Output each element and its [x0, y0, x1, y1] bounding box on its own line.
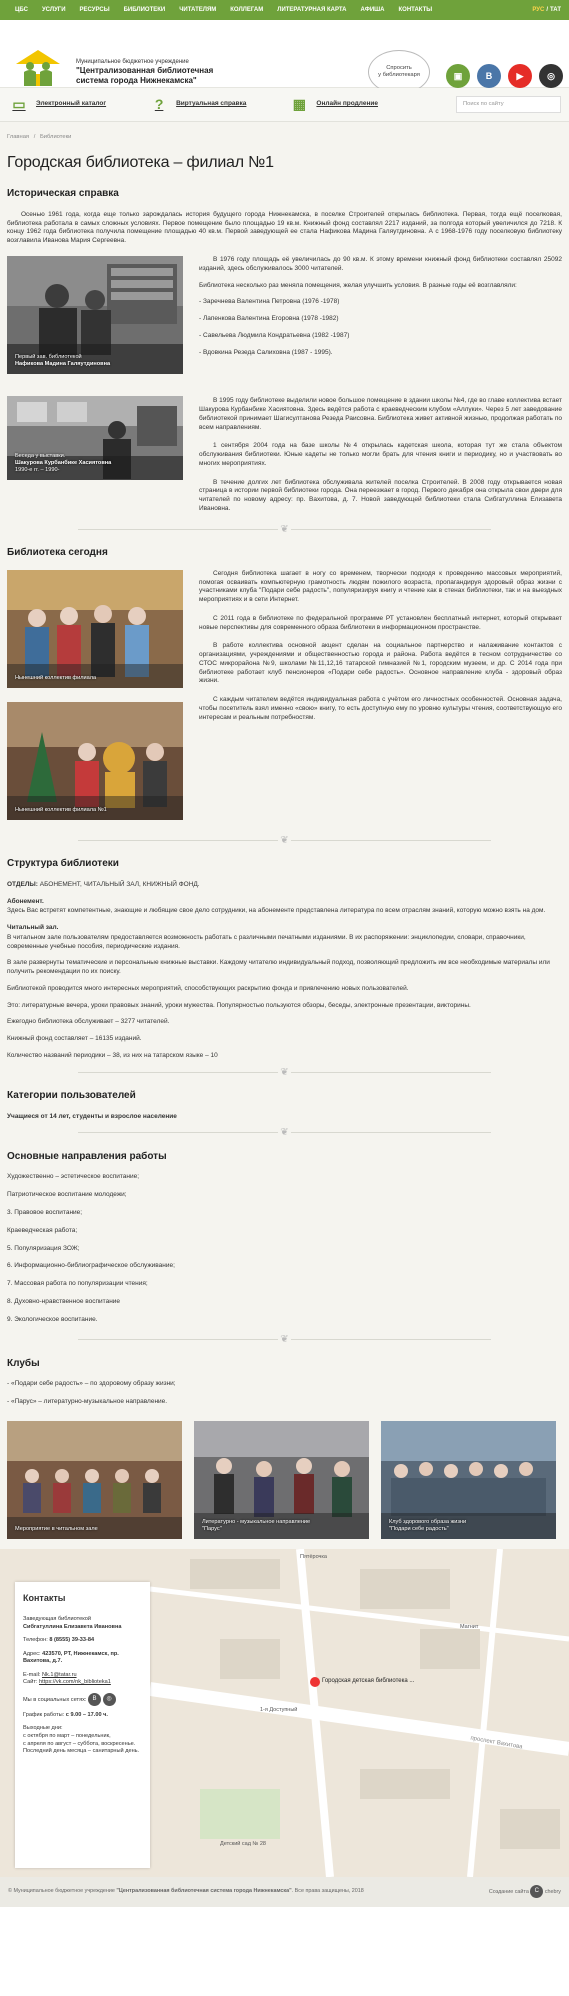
phone-label: Телефон:	[23, 1637, 48, 1644]
today-photo-1-caption: Нынешний коллектив филиала	[15, 674, 97, 681]
days-off-line2: с апреля по август – суббота, воскресенье.	[23, 1740, 136, 1747]
ask-line1: Спросить	[386, 65, 412, 71]
top-nav-item[interactable]: РЕСУРСЫ	[79, 6, 110, 13]
heads-list	[199, 298, 562, 357]
top-nav-item[interactable]: УСЛУГИ	[41, 6, 66, 13]
top-navigation	[0, 0, 569, 20]
contacts-phone	[23, 1637, 142, 1645]
clubs-list	[7, 1380, 562, 1407]
direction-item: 9. Экологическое воспитание.	[7, 1315, 98, 1323]
catalog-label: Электронный каталог	[36, 100, 107, 108]
section-divider: ❦	[7, 523, 562, 537]
club-item: - «Парус» – литературно-музыкальное направление.	[7, 1398, 168, 1406]
hours-value: с 9.00 – 17.00 ч.	[65, 1711, 108, 1718]
org-name	[76, 58, 276, 86]
lang-separator: /	[546, 6, 548, 13]
made-label: Создание сайта	[488, 1889, 529, 1896]
club-3-caption-line1: Клуб здорового образа жизни	[389, 1518, 467, 1525]
social-label: Мы в социальных сетях:	[23, 1696, 87, 1703]
footer-copyright	[8, 1888, 364, 1895]
history-2004: 1 сентября 2004 года на базе школы №4 открылась кадетская школа, которая тут же стала объектом обслуживания библиотеки. Юные кадеты не только могли брать для чтения книги и периодику, но и участвовать во многих мероприятиях.	[199, 442, 562, 467]
breadcrumb-current[interactable]: Библиотеки	[39, 134, 72, 140]
catalog-link[interactable]	[8, 94, 106, 116]
email-link[interactable]: Nk.1@tatar.ru	[41, 1671, 77, 1678]
monitor-icon: ▭	[12, 96, 26, 113]
history-photo-1-caption	[15, 354, 110, 368]
breadcrumb-home[interactable]: Главная	[7, 134, 30, 140]
today-heading: Библиотека сегодня	[7, 547, 108, 559]
club-photo-1-caption: Мероприятие в читальном зале	[15, 1525, 98, 1532]
structure-heading: Структура библиотеки	[7, 858, 119, 870]
direction-item: 3. Правовое воспитание;	[7, 1209, 83, 1216]
periodicals-count: Количество названий периодики – 38, из них на татарском языке – 10	[7, 1051, 218, 1059]
club-photo-3	[381, 1421, 556, 1539]
direction-item: 5. Популяризация ЗОЖ;	[7, 1244, 80, 1252]
head-list-item: - Вдовкина Резеда Салиховна (1987 - 1995).	[199, 348, 333, 356]
departments-label: ОТДЕЛЫ:	[7, 880, 38, 888]
top-nav-item[interactable]: АФИША	[360, 6, 385, 13]
direction-item: Краеведческая работа;	[7, 1226, 78, 1234]
top-nav-item[interactable]: КОЛЛЕГАМ	[230, 6, 264, 13]
direction-item: 6. Информационно-библиографическое обслуживание;	[7, 1262, 175, 1270]
caption-2-line2: Шакурова Курбанбике Хасиятовна	[15, 460, 112, 466]
ask-line2: у библиотекаря	[378, 71, 420, 78]
directions-heading: Основные направления работы	[7, 1150, 167, 1162]
direction-item: Художественно – эстетическое воспитание;	[7, 1173, 140, 1181]
org-title-line1: "Централизованная библиотечная	[76, 66, 214, 76]
club-photo-2-caption	[202, 1519, 310, 1533]
copyright-suffix: . Все права защищены, 2018	[291, 1888, 364, 1895]
map-label-4: Детский сад № 28	[220, 1840, 266, 1847]
today-text	[199, 570, 562, 830]
head-list-item: - Лапенкова Валентина Егоровна (1978 -1982)	[199, 315, 339, 323]
head-list-item: - Заречнева Валентина Петровна (1976 -1978)	[199, 298, 340, 306]
breadcrumb	[7, 134, 562, 142]
head-name: Сибгатуллина Елизавета Ивановна	[23, 1623, 122, 1630]
categories-text: Учащиеся от 14 лет, студенты и взрослое население	[7, 1112, 177, 1120]
contacts-head	[23, 1616, 142, 1631]
today-p2: С 2011 года в библиотеке по федеральной программе РТ установлен бесплатный интернет, который открывает новые перспективы для современного образа библиотеки в информационном пространстве.	[199, 614, 562, 631]
fund-size: Книжный фонд составляет – 16135 изданий.	[7, 1035, 142, 1043]
top-nav-item[interactable]: ЛИТЕРАТУРНАЯ КАРТА	[277, 6, 347, 13]
contacts-social	[23, 1693, 142, 1706]
history-2008: В течение долгих лет библиотека обслуживала жителей поселка Строителей. В 2008 году открывается новая страница в истории первой библиотеки города. Она переезжает в город. Первого декабря она открыла свои двери для читателей по новому адресу: пр. Вахитова, д. 7. Новой заведующей библиотеки стала Сибгатуллина Елизавета Ивановна.	[199, 478, 562, 512]
history-intro: Осенью 1961 года, когда еще только зарождалась история будущего города Нижнекамска, в поселке Строителей открылась библиотека. Первая, тогда ещё поселковая, библиотека работала в самых сложных условиях. Первое помещение было площадью 19 кв.м. Книжный фонд составлял 2217 изданий, за полгода который увеличился до 7218. К концу 1962 года библиотека получила помещение площадью 40 кв.м. Первой заведующей ее стала Нафикова Мадина Галяутдиновна. А с 1968-1976 году поселковую библиотеку возглавила Иванова Мария Сергеевна.	[7, 210, 562, 245]
section-divider-3: ❦	[7, 1066, 562, 1080]
today-photos	[7, 570, 183, 830]
caption-2-line1: Беседа у выставки.	[15, 453, 66, 460]
abonement-title: Абонемент.	[7, 897, 44, 905]
caption-1-line2: Нафикова Мадина Галяутдиновна	[15, 360, 111, 367]
reading-hall-text: В читальном зале пользователям предоставляется возможность работать с различными печатными изданиями. В их распоряжении: энциклопедии, словари, справочники, современные учебные пособия, периодические издания.	[7, 933, 526, 950]
main-content	[0, 122, 569, 1549]
contacts-map-section	[0, 1549, 569, 1877]
departments-list: АБОНЕМЕНТ, ЧИТАЛЬНЫЙ ЗАЛ, КНИЖНЫЙ ФОНД.	[39, 880, 200, 888]
departments	[7, 881, 562, 890]
today-p1: Сегодня библиотека шагает в ногу со временем, творчески подходя к проведению массовых мероприятий, помогая осваивать компьютерную грамотность людям пожилого возраста, пропагандируя здоровый образ жизни с участниками клуба "Подари себе радость", популяризируя книгу и чтение как в стенах библиотеки, так и на выездных мероприятиях и в сети Интернет.	[199, 569, 562, 604]
history-photo-1	[7, 256, 183, 374]
hours-label: График работы:	[23, 1711, 65, 1718]
contacts-hours	[23, 1712, 142, 1720]
caption-2-line3: 1990-е гг. – 1990-	[15, 466, 60, 473]
events-text: Библиотекой проводится много интересных мероприятий, способствующих раскрытию фонда и привлечению новых пользователей.	[7, 984, 409, 992]
clubs-photos	[7, 1421, 562, 1539]
phone-value[interactable]: 8 (8555) 39-33-84	[49, 1637, 95, 1644]
search-input[interactable]: Поиск по сайту	[456, 96, 561, 113]
org-title-line2: система города Нижнекамска"	[76, 76, 197, 86]
youtube-icon[interactable]: ▶	[508, 64, 532, 88]
club-photo-1	[7, 1421, 182, 1539]
chebry-logo-icon: C	[530, 1885, 543, 1898]
site-link[interactable]: https://vk.com/nk_biblioteka1	[39, 1679, 111, 1686]
club-item: - «Подари себе радость» – по здоровому образу жизни;	[7, 1380, 176, 1388]
abonement-text: Здесь Вас встретят компетентные, знающие и любящие свое дело сотрудники, на абонементе представлена литература по всем отраслям знаний, которую можно взять на дом.	[7, 907, 546, 915]
instagram-icon[interactable]: ◎	[539, 64, 563, 88]
map-label-1: Пятёрочка	[300, 1553, 327, 1560]
club-3-caption-line2: "Подари себе радость"	[389, 1525, 449, 1532]
instagram-like-icon[interactable]: ▣	[446, 64, 470, 88]
copyright-org: "Централизованная библиотечная система города Нижнекамска"	[116, 1888, 292, 1895]
history-1976: В 1976 году площадь её увеличилась до 90 кв.м. К этому времени книжный фонд библиотеки составлял 25092 изданий, здесь обслуживалось 3000 читателей.	[199, 255, 562, 272]
lang-ru-link[interactable]: РУС	[532, 6, 545, 13]
top-nav-item[interactable]: ЧИТАТЕЛЯМ	[179, 6, 217, 13]
today-photo-2-caption: Нынешний коллектив филиала №1	[15, 806, 107, 813]
footer-dev[interactable]	[489, 1885, 561, 1898]
org-type: Муниципальное бюджетное учреждение	[76, 59, 189, 65]
social-links	[446, 64, 563, 88]
contacts-heading: Контакты	[23, 1592, 66, 1603]
contacts-card	[15, 1582, 150, 1868]
days-off-title: Выходные дни:	[23, 1725, 63, 1732]
club-2-caption-line2: "Парус"	[202, 1525, 222, 1532]
today-photo-2	[7, 702, 183, 820]
map-place-label: Городская детская библиотека ...	[322, 1677, 415, 1684]
map-street-label: проспект Вахитова	[469, 1735, 523, 1751]
history-heading: Историческая справка	[7, 188, 119, 200]
today-photo-1	[7, 570, 183, 688]
renew-label: Онлайн продление	[316, 100, 378, 108]
vk-icon[interactable]: В	[88, 1693, 101, 1706]
days-off-line1: с октября по март – понедельник,	[23, 1732, 111, 1739]
direction-item: 7. Массовая работа по популяризации чтения;	[7, 1280, 148, 1288]
today-p4: С каждым читателем ведётся индивидуальная работа с учётом его личностных особенностей. Основная задача, чтобы посетитель взял именно «свою» книгу, то есть доступную ему по уровню культуры чтения, соответствующую его интересам и реальным потребностям.	[199, 696, 562, 721]
address-label: Адрес:	[23, 1650, 41, 1657]
map-label-2: Магнит	[460, 1623, 479, 1630]
top-nav-item[interactable]: ЦБС	[15, 6, 28, 13]
contacts-days-off	[23, 1725, 142, 1755]
services-bar	[0, 88, 569, 122]
question-icon: ?	[154, 96, 164, 113]
days-off-line3: Последний день месяца – санитарный день.	[23, 1748, 140, 1755]
top-nav-item[interactable]: КОНТАКТЫ	[398, 6, 433, 13]
caption-1-line1: Первый зав. библиотекой	[15, 354, 82, 360]
categories-heading: Категории пользователей	[7, 1090, 136, 1102]
map-label-3: 1-я Доступный	[260, 1706, 298, 1713]
club-photo-2	[194, 1421, 369, 1539]
breadcrumb-separator: /	[33, 134, 36, 140]
virtual-label: Виртуальная справка	[176, 100, 247, 108]
site-header	[0, 20, 569, 88]
vk-icon[interactable]: В	[477, 64, 501, 88]
copyright-prefix: © Муниципальное бюджетное учреждение	[8, 1888, 115, 1895]
head-list-item: - Савельева Людмила Кондратьевна (1982 -1987)	[199, 331, 350, 339]
calendar-icon: ▦	[292, 96, 307, 113]
instagram-icon[interactable]: ◎	[103, 1693, 116, 1706]
history-photos	[7, 256, 183, 519]
dev-brand: chebry	[544, 1889, 561, 1896]
email-label: E-mail:	[23, 1671, 41, 1678]
top-nav-items	[8, 6, 439, 14]
history-1995: В 1995 году библиотеке выделили новое большое помещение в здании школы №4, где во главе коллектива встает Шакурова Курбанбике Хасиятовна. Здесь ведётся работа с краеведческим клубом «Аллуки». Через 5 лет заведование библиотекой принимает Шагисултанова Резеда Раисовна. Библиотека живет активной жизнью, продолжая работать по всем направлениям.	[199, 397, 562, 431]
online-renew-link[interactable]	[288, 94, 378, 116]
direction-item: Патриотическое воспитание молодежи;	[7, 1191, 127, 1199]
forms-text: Это: литературные вечера, уроки правовых знаний, уроки мужества. Популярностью пользуются обзоры, беседы, электронные презентации, викторины.	[7, 1001, 471, 1009]
top-nav-item[interactable]: БИБЛИОТЕКИ	[123, 6, 166, 13]
section-divider-4: ❦	[7, 1126, 562, 1140]
history-photo-2-caption	[15, 453, 111, 474]
directions-list	[7, 1173, 562, 1324]
logo[interactable]	[8, 48, 68, 88]
head-label: Заведующая библиотекой	[23, 1616, 91, 1623]
site-label: Сайт:	[23, 1679, 38, 1686]
page-title: Городская библиотека – филиал №1	[7, 153, 274, 171]
club-photo-3-caption	[389, 1519, 466, 1533]
club-2-caption-line1: Литературно - музыкальное направление	[202, 1518, 311, 1525]
virtual-help-link[interactable]	[148, 94, 246, 116]
direction-item: 8. Духовно-нравственное воспитание	[7, 1297, 121, 1305]
reading-hall-title: Читальный зал.	[7, 924, 59, 932]
clubs-heading: Клубы	[7, 1357, 40, 1369]
language-switch	[532, 6, 561, 14]
site-footer	[0, 1877, 569, 1907]
address-value: 423570, РТ, Нижнекамск, пр. Вахитова, д.7.	[23, 1650, 119, 1665]
exhibitions-text: В зале развернуты тематические и персональные книжные выставки. Каждому читателю индивидуальный подход, позволяющий предложить им все необходимые материалы или получить рекомендации по их поиску.	[7, 959, 550, 976]
section-divider-2: ❦	[7, 834, 562, 848]
section-divider-5: ❦	[7, 1333, 562, 1347]
history-text	[199, 256, 562, 519]
history-heads-intro: Библиотека несколько раз меняла помещения, желая улучшить условия. В разные годы её возглавляли:	[199, 281, 517, 289]
contacts-address	[23, 1651, 142, 1666]
readers-count: Ежегодно библиотека обслуживает – 3277 читателей.	[7, 1018, 170, 1026]
contacts-email	[23, 1672, 142, 1687]
lang-tat-link[interactable]: ТАТ	[550, 6, 561, 13]
history-photo-2	[7, 396, 183, 480]
today-p3: В работе коллектива основной акцент сделан на социальное партнерство и налаживание контактов с организациями, учреждениями и общественностью города и района. Работа ведётся в тесном сотрудничестве со СТОС микрорайона №9, школами №11,12,16 татарской гимназией №1, городским музеем, и др. С 2014 года при библиотеке работает клуб пенсионеров «Подари себе радость». Основное направление клуба - здоровый образ жизни.	[199, 642, 562, 685]
